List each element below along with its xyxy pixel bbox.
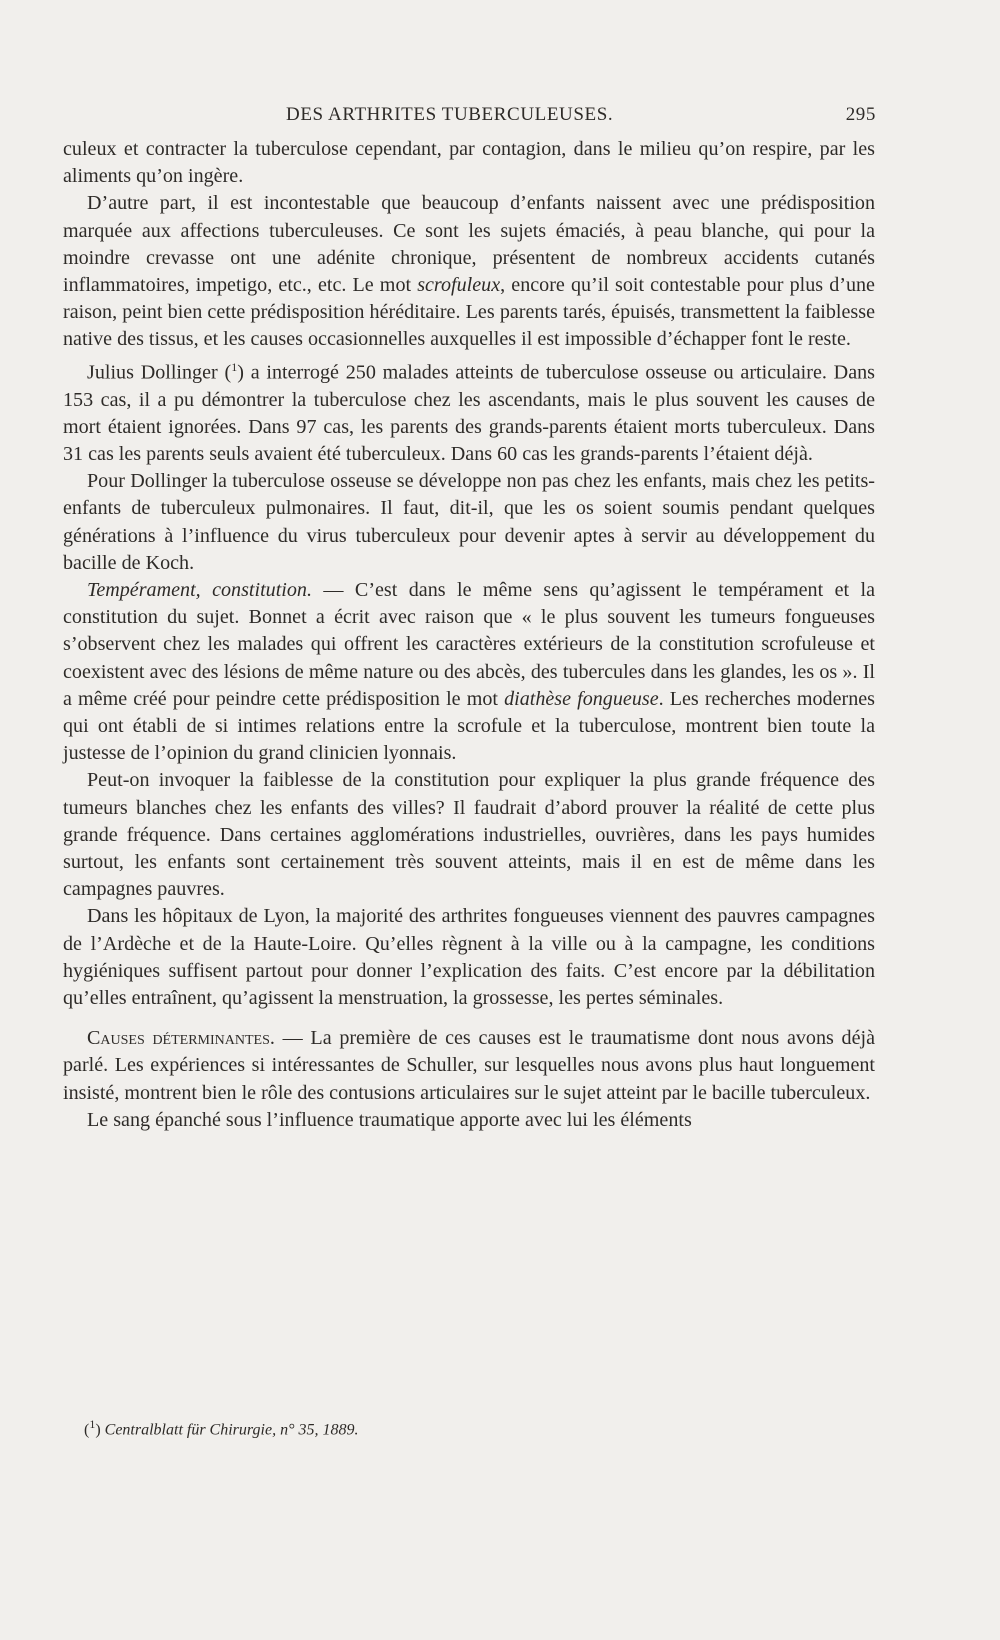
footnote-reference: 1 bbox=[231, 359, 238, 374]
paragraph-2-after: , encore qu’il soit contestable pour plus d’une raison, peint bien cette prédisposition héréditaire. Les parents tarés, épuisés, transmettent la faiblesse native des tissus, et les causes occasionnelles auxquelles il est impossible d’échapper font le reste. bbox=[63, 274, 875, 351]
paragraph-7 bbox=[63, 903, 875, 1012]
paragraph-5-italic-heading: Tempérament, constitution. bbox=[87, 578, 312, 601]
body-text bbox=[63, 136, 875, 1134]
paragraph-5-after: . Les recherches modernes qui ont établi de si intimes relations entre la scrofule et la tuberculose, montrent bien toute la justesse de l’opinion du grand clinicien lyonnais. bbox=[63, 687, 875, 765]
paragraph-9 bbox=[63, 1107, 875, 1134]
page-header bbox=[64, 104, 876, 134]
paragraph-6-text: Peut-on invoquer la faiblesse de la constitution pour expliquer la plus grande fréquence des tumeurs blanches chez les enfants des villes? Il faudrait d’abord prouver la réalité de cette plus grande fréquence. Dans certaines agglomérations industrielles, ouvrières, dans les pays humides surtout, les enfants sont certainement très souvent atteints, mais il en est de même dans les campagnes pauvres. bbox=[63, 769, 875, 901]
paragraph-2 bbox=[63, 190, 875, 353]
section-heading-causes: Causes déterminantes. bbox=[87, 1027, 275, 1050]
italic-term-diathese: diathèse fongueuse bbox=[504, 687, 659, 710]
paragraph-1-text: culeux et contracter la tuberculose cependant, par contagion, dans le milieu qu’on respire, par les aliments qu’on ingère. bbox=[63, 138, 875, 188]
paragraph-8 bbox=[63, 1025, 875, 1107]
italic-term-scrofuleux: scrofuleux bbox=[417, 274, 501, 297]
running-head: DES ARTHRITES TUBERCULEUSES. bbox=[286, 104, 614, 125]
paragraph-4-text: Pour Dollinger la tuberculose osseuse se développe non pas chez les enfants, mais chez les petits-enfants de tuberculeux pulmonaires. Il faut, dit-il, que les os soient soumis pendant quelques générations à l’influence du virus tuberculeux pour devenir aptes à servir au développement du bacille de Koch. bbox=[63, 470, 875, 574]
footnote: ($^1$) Centralblatt für Chirurgie, n° 35, 1889. bbox=[84, 1417, 359, 1439]
footnote-label: 1 bbox=[89, 1417, 96, 1431]
paragraph-3 bbox=[63, 354, 875, 469]
paragraph-8-text: — La première de ces causes est le traumatisme dont nous avons déjà parlé. Les expériences si intéressantes de Schuller, sur lesquelles nous avons plus haut longuement insisté, montrent bien le rôle des contusions articulaires sur le sujet atteint par le bacille tuberculeux. bbox=[63, 1027, 875, 1104]
page-number: 295 bbox=[845, 104, 876, 125]
paragraph-4 bbox=[63, 468, 875, 577]
paragraph-2-text: D’autre part, il est incontestable que beaucoup d’enfants naissent avec une prédisposition marquée aux affections tuberculeuses. Ce sont les sujets émaciés, à peau blanche, qui pour la moindre crevasse ont une adénite chronique, présentent de nombreux accidents cutanés inflammatoires, impetigo, etc., etc. Le mot bbox=[63, 192, 875, 297]
paragraph-7-text: Dans les hôpitaux de Lyon, la majorité des arthrites fongueuses viennent des pauvres campagnes de l’Ardèche et de la Haute-Loire. Qu’elles règnent à la ville ou à la campagne, les conditions hygiéniques suffisent partout pour donner l’explication des faits. C’est encore par la débilitation qu’elles entraînent, qu’agissent la menstruation, la grossesse, les pertes séminales. bbox=[63, 905, 875, 1009]
footnote-text: Centralblatt für Chirurgie, n° 35, 1889. bbox=[104, 1421, 359, 1439]
paragraph-9-text: Le sang épanché sous l’influence traumatique apporte avec lui les éléments bbox=[87, 1108, 692, 1131]
paragraph-5-text: — C’est dans le même sens qu’agissent le tempérament et la constitution du sujet. Bonnet a écrit avec raison que « le plus souvent les tumeurs fongueuses s’observent chez les malades qui offrent les caractères extérieurs de la constitution scrofuleuse et coexistent avec des lésions de même nature ou des abcès, des tubercules dans les glandes, les os ». Il a même créé pour peindre cette prédisposition le mot bbox=[63, 578, 875, 710]
paragraph-3-after-ref: ) a interrogé 250 malades atteints de tuberculose osseuse ou articulaire. Dans 153 cas, il a pu démontrer la tuberculose chez les ascendants, mais le plus souvent les causes de mort étaient ignorées. Dans 97 cas, les parents des grands-parents étaient morts tuberculeux. Dans 31 cas les parents seuls avaient été tuberculeux. Dans 60 cas les grands-parents l’étaient déjà. bbox=[63, 361, 875, 465]
paragraph-5 bbox=[63, 577, 875, 767]
paragraph-3-before-ref: Julius Dollinger ( bbox=[87, 361, 232, 384]
paragraph-6 bbox=[63, 767, 875, 903]
paragraph-1 bbox=[63, 136, 875, 190]
